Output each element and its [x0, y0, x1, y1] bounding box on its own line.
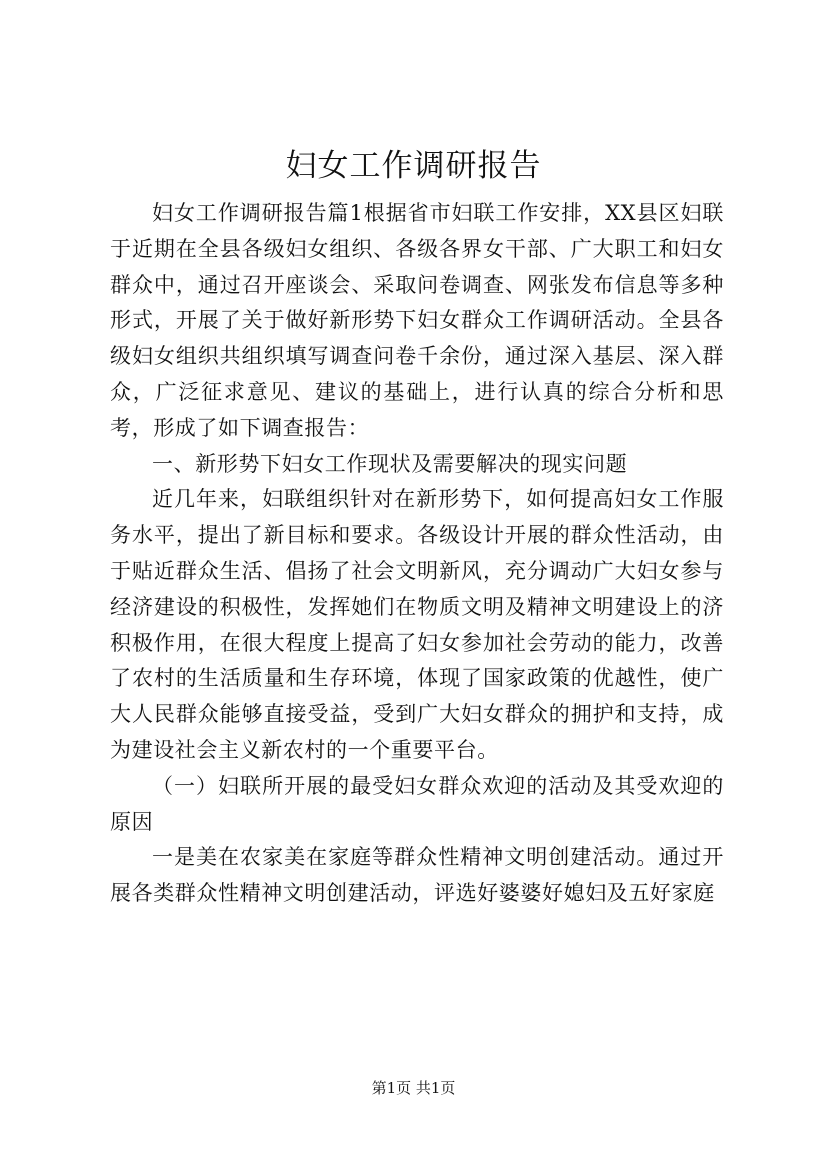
page-footer: 第1页 共1页	[371, 1079, 456, 1097]
subsection-heading-1: （一）妇联所开展的最受妇女群众欢迎的活动及其受欢迎的原因	[110, 773, 724, 834]
document-title: 妇女工作调研报告	[285, 148, 542, 184]
section-heading-1: 一、新形势下妇女工作现状及需要解决的现实问题	[152, 451, 628, 476]
paragraph-intro: 妇女工作调研报告篇1根据省市妇联工作安排，XX县区妇联于近期在全县各级妇女组织、各级各界女干部、广大职工和妇女群众中，通过召开座谈会、采取问卷调查、网张发布信息等多种形式，开展了关于做好新形势下妇女群众工作调研活动。全县各级妇女组织共组织填写调查问卷千余份，通过深入基层、深入群众，广泛征求意见、建议的基础上，进行认真的综合分析和思考，形成了如下调查报告：	[110, 201, 724, 440]
paragraph-current-status: 近几年来，妇联组织针对在新形势下，如何提高妇女工作服务水平，提出了新目标和要求。各级设计开展的群众性活动，由于贴近群众生活、倡扬了社会文明新风，充分调动广大妇女参与经济建设的积极性，发挥她们在物质文明及精神文明建设上的济积极作用，在很大程度上提高了妇女参加社会劳动的能力，改善了农村的生活质量和生存环境，体现了国家政策的优越性，使广大人民群众能够直接受益，受到广大妇女群众的拥护和支持，成为建设社会主义新农村的一个重要平台。	[110, 487, 724, 762]
paragraph-activities: 一是美在农家美在家庭等群众性精神文明创建活动。通过开展各类群众性精神文明创建活动，评选好婆婆好媳妇及五好家庭	[110, 845, 724, 906]
document-body	[110, 196, 724, 912]
